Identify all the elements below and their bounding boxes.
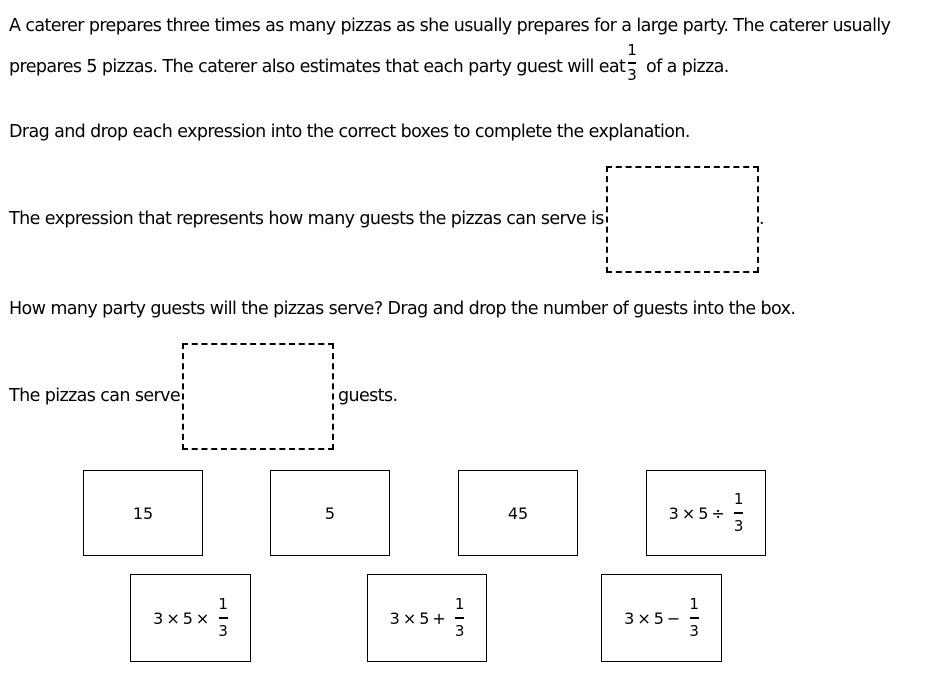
minus-symbol: − xyxy=(666,608,681,628)
expr-term: 3 xyxy=(389,608,400,628)
problem-line-2-suffix: of a pizza. xyxy=(646,57,729,77)
expr-fraction xyxy=(455,596,465,640)
expr-term: 3 xyxy=(153,608,164,628)
expr-term: 5 xyxy=(653,608,664,628)
tile-45-label: 45 xyxy=(507,503,529,523)
times-symbol: × xyxy=(402,608,417,628)
expression-subtract xyxy=(624,596,699,640)
times-symbol: × xyxy=(166,608,180,628)
fraction-bar xyxy=(734,512,743,514)
fraction-numerator: 1 xyxy=(454,595,465,614)
tile-expression-multiply[interactable] xyxy=(130,574,251,662)
fraction-bar xyxy=(219,617,228,619)
explanation-period: . xyxy=(759,209,764,229)
tile-expression-add[interactable] xyxy=(367,574,487,662)
plus-symbol: + xyxy=(432,608,446,628)
expr-term: 5 xyxy=(698,503,709,523)
tile-45[interactable] xyxy=(458,470,578,556)
instruction-expression: Drag and drop each expression into the correct boxes to complete the explanation. xyxy=(9,122,690,142)
fraction-denominator: 3 xyxy=(689,621,699,640)
fraction-denominator: 3 xyxy=(733,516,744,535)
tile-15-label: 15 xyxy=(132,503,154,523)
tile-expression-divide[interactable] xyxy=(646,470,766,556)
times-symbol: × xyxy=(637,608,651,628)
fraction-denominator: 3 xyxy=(454,621,465,640)
problem-line-1: A caterer prepares three times as many pizzas as she usually prepares for a large party. The caterer usually xyxy=(9,16,891,36)
expression-multiply xyxy=(153,596,228,640)
fraction-denominator: 3 xyxy=(627,65,637,84)
expr-fraction xyxy=(218,596,228,640)
serve-prefix: The pizzas can serve xyxy=(9,386,181,406)
expr-fraction xyxy=(689,596,699,640)
times-symbol: × xyxy=(681,503,696,523)
fraction-denominator: 3 xyxy=(218,621,228,640)
fraction-bar xyxy=(455,617,464,619)
serve-suffix: guests. xyxy=(338,386,398,406)
fraction-numerator: 1 xyxy=(218,595,228,614)
divide-symbol: ÷ xyxy=(711,503,725,523)
tile-5-label: 5 xyxy=(324,503,336,523)
fraction-numerator: 1 xyxy=(627,41,637,59)
problem-line-2: prepares 5 pizzas. The caterer also estimates that each party guest will eat xyxy=(9,57,626,77)
expr-term: 5 xyxy=(182,608,193,628)
tile-expression-subtract[interactable] xyxy=(601,574,722,662)
fraction-numerator: 1 xyxy=(733,490,744,509)
explanation-text: The expression that represents how many guests the pizzas can serve is xyxy=(9,209,604,229)
expr-term: 3 xyxy=(668,503,679,523)
expr-fraction xyxy=(734,491,744,535)
problem-fraction xyxy=(625,42,639,84)
expr-term: 3 xyxy=(624,608,635,628)
expression-dropzone[interactable] xyxy=(606,166,759,273)
fraction-bar xyxy=(690,617,699,619)
expression-add xyxy=(390,596,465,640)
fraction-bar xyxy=(628,62,636,64)
expression-divide xyxy=(669,491,744,535)
tile-15[interactable] xyxy=(83,470,203,556)
instruction-guests: How many party guests will the pizzas serve? Drag and drop the number of guests into the box. xyxy=(9,299,796,319)
expr-term: 5 xyxy=(419,608,430,628)
fraction-numerator: 1 xyxy=(689,595,699,614)
tile-5[interactable] xyxy=(270,470,390,556)
guests-dropzone[interactable] xyxy=(182,343,334,450)
times-symbol: × xyxy=(195,608,210,628)
